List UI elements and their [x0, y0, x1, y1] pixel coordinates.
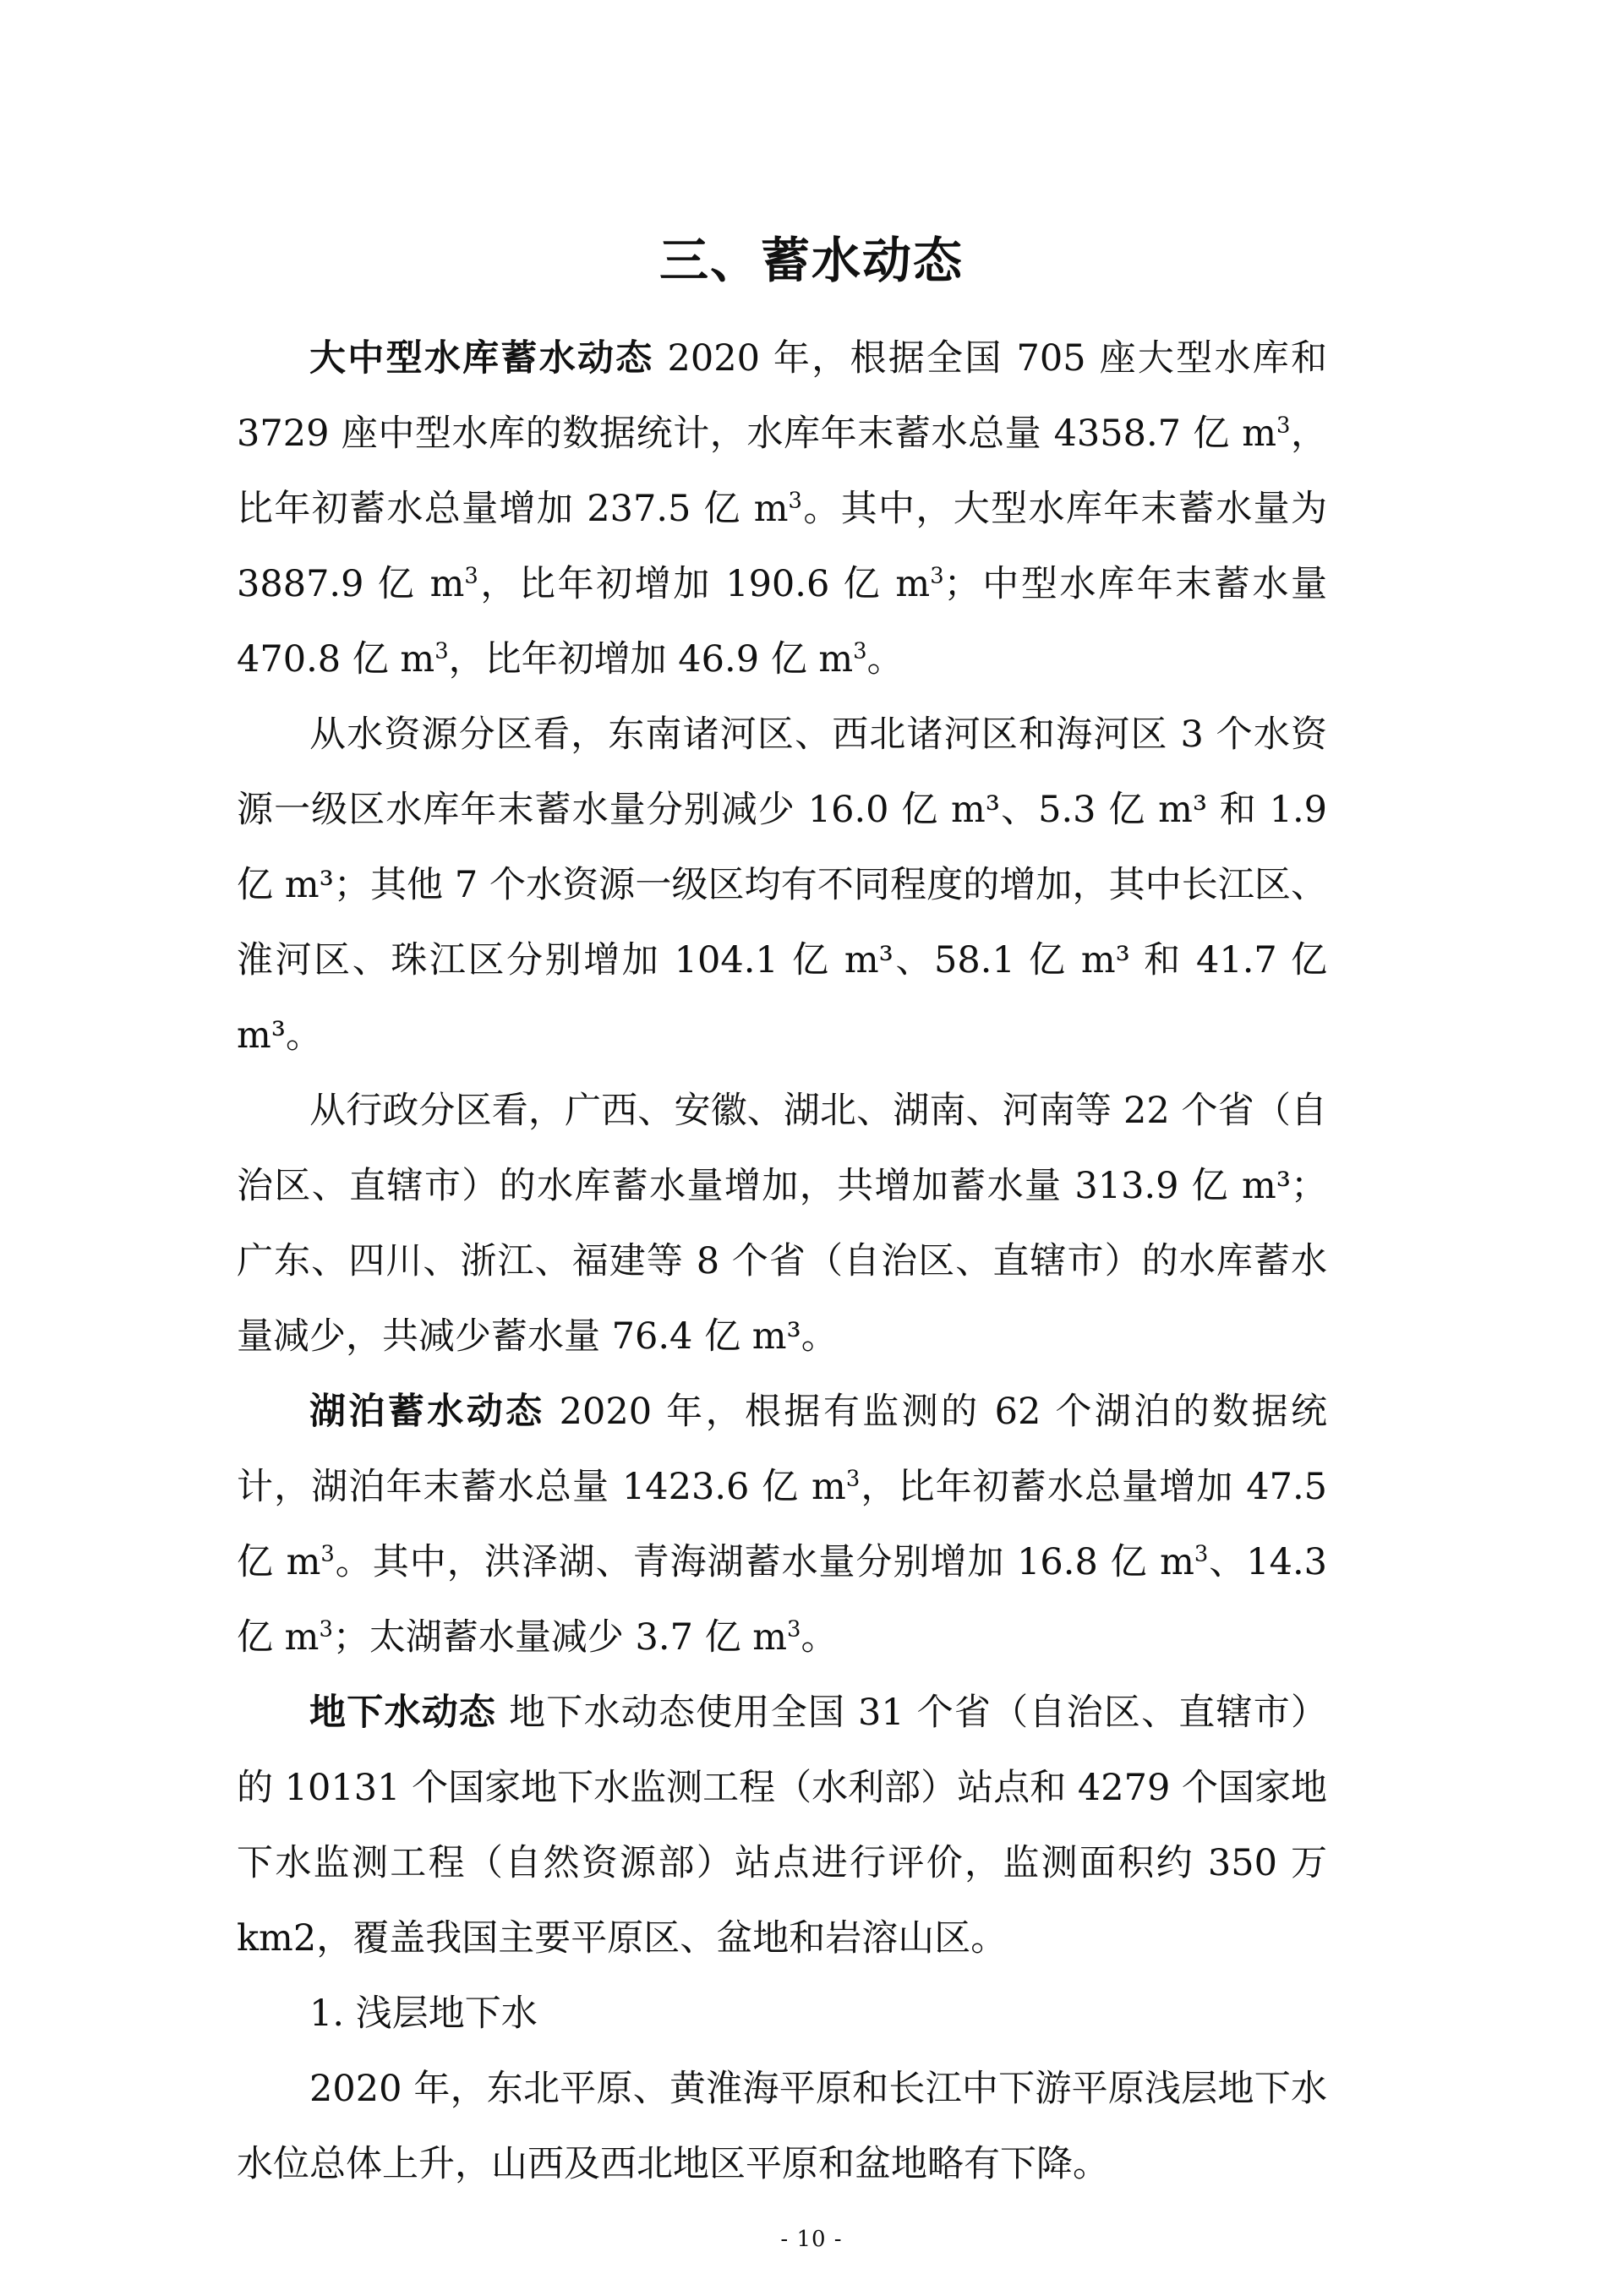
paragraph-text: 2020 年，根据全国 705 座大型水库和 3729 座中型水库的数据统计，水库年末蓄水总量 4358.7 亿 m	[237, 337, 1327, 455]
superscript-exponent: 3	[1194, 1541, 1209, 1567]
paragraph-text: 地下水动态使用全国 31 个省（自治区、直辖市）的 10131 个国家地下水监测工程（水利部）站点和 4279 个国家地下水监测工程（自然资源部）站点进行评价，监测面积约 350 万 km2，覆盖我国主要平原区、盆地和岩溶山区。	[237, 1692, 1327, 1960]
paragraph-text: ；太湖蓄水量减少 3.7 亿 m	[332, 1616, 788, 1659]
paragraph-text: 从行政分区看，广西、安徽、湖北、湖南、河南等 22 个省（自治区、直辖市）的水库蓄水量增加，共增加蓄水量 313.9 亿 m³；广东、四川、浙江、福建等 8 个省（自治区、直辖市）的水库蓄水量减少，共减少蓄水量 76.4 亿 m³。	[237, 1090, 1327, 1358]
subheading-shallow-groundwater	[237, 1976, 1327, 2052]
paragraph-groundwater	[237, 1676, 1327, 1976]
superscript-exponent: 3	[320, 1541, 335, 1567]
paragraph-text: 2020 年，根据有监测的 62 个湖泊的数据统计，湖泊年末蓄水总量 1423.6 亿 m	[237, 1391, 1327, 1508]
paragraph-water-resource-zones	[237, 697, 1327, 1074]
paragraph-text: 1. 浅层地下水	[309, 1993, 538, 2035]
paragraph-text: 。	[866, 638, 904, 681]
section-title: 三、蓄水动态	[658, 232, 964, 289]
paragraph-text: ，比年初蓄水总量增加 237.5 亿 m	[237, 413, 1327, 530]
paragraph-text: 、14.3 亿 m	[237, 1541, 1327, 1659]
paragraph-lead-heading: 大中型水库蓄水动态	[309, 337, 654, 380]
document-body	[237, 321, 1327, 2202]
superscript-exponent: 3	[853, 638, 867, 664]
paragraph-text: ；中型水库年末蓄水量 470.8 亿 m	[237, 563, 1327, 681]
paragraph-lead-heading: 地下水动态	[309, 1692, 497, 1734]
paragraph-text: 2020 年，东北平原、黄淮海平原和长江中下游平原浅层地下水水位总体上升，山西及西北地区平原和盆地略有下降。	[237, 2068, 1327, 2185]
page-number: - 10 -	[780, 2227, 843, 2252]
paragraph-lead-heading: 湖泊蓄水动态	[309, 1391, 545, 1433]
paragraph-shallow-groundwater	[237, 2052, 1327, 2202]
paragraph-lake-storage	[237, 1375, 1327, 1676]
superscript-exponent: 3	[845, 1466, 861, 1492]
paragraph-administrative-zones	[237, 1074, 1327, 1375]
superscript-exponent: 3	[319, 1616, 333, 1643]
paragraph-text: ，比年初增加 46.9 亿 m	[448, 638, 854, 681]
paragraph-reservoir-storage	[237, 321, 1327, 697]
paragraph-text: 。其中，洪泽湖、青海湖蓄水量分别增加 16.8 亿 m	[334, 1541, 1194, 1583]
superscript-exponent: 3	[787, 1616, 801, 1643]
superscript-exponent: 3	[434, 638, 449, 664]
superscript-exponent: 3	[464, 563, 478, 589]
paragraph-text: 。	[801, 1616, 838, 1659]
paragraph-text: ，比年初增加 190.6 亿 m	[478, 563, 931, 605]
superscript-exponent: 3	[930, 563, 944, 589]
superscript-exponent: 3	[1276, 413, 1291, 439]
paragraph-text: 。其中，大型水库年末蓄水量为 3887.9 亿 m	[237, 488, 1327, 605]
paragraph-text: 从水资源分区看，东南诸河区、西北诸河区和海河区 3 个水资源一级区水库年末蓄水量分别减少 16.0 亿 m³、5.3 亿 m³ 和 1.9 亿 m³；其他 7 个水资源一级区均有不同程度的增加，其中长江区、淮河区、珠江区分别增加 104.1 亿 m³、58.1 亿 m³ 和 41.7 亿 m³。	[237, 713, 1327, 1057]
superscript-exponent: 3	[788, 488, 802, 514]
paragraph-text: ，比年初蓄水总量增加 47.5 亿 m	[237, 1466, 1327, 1583]
